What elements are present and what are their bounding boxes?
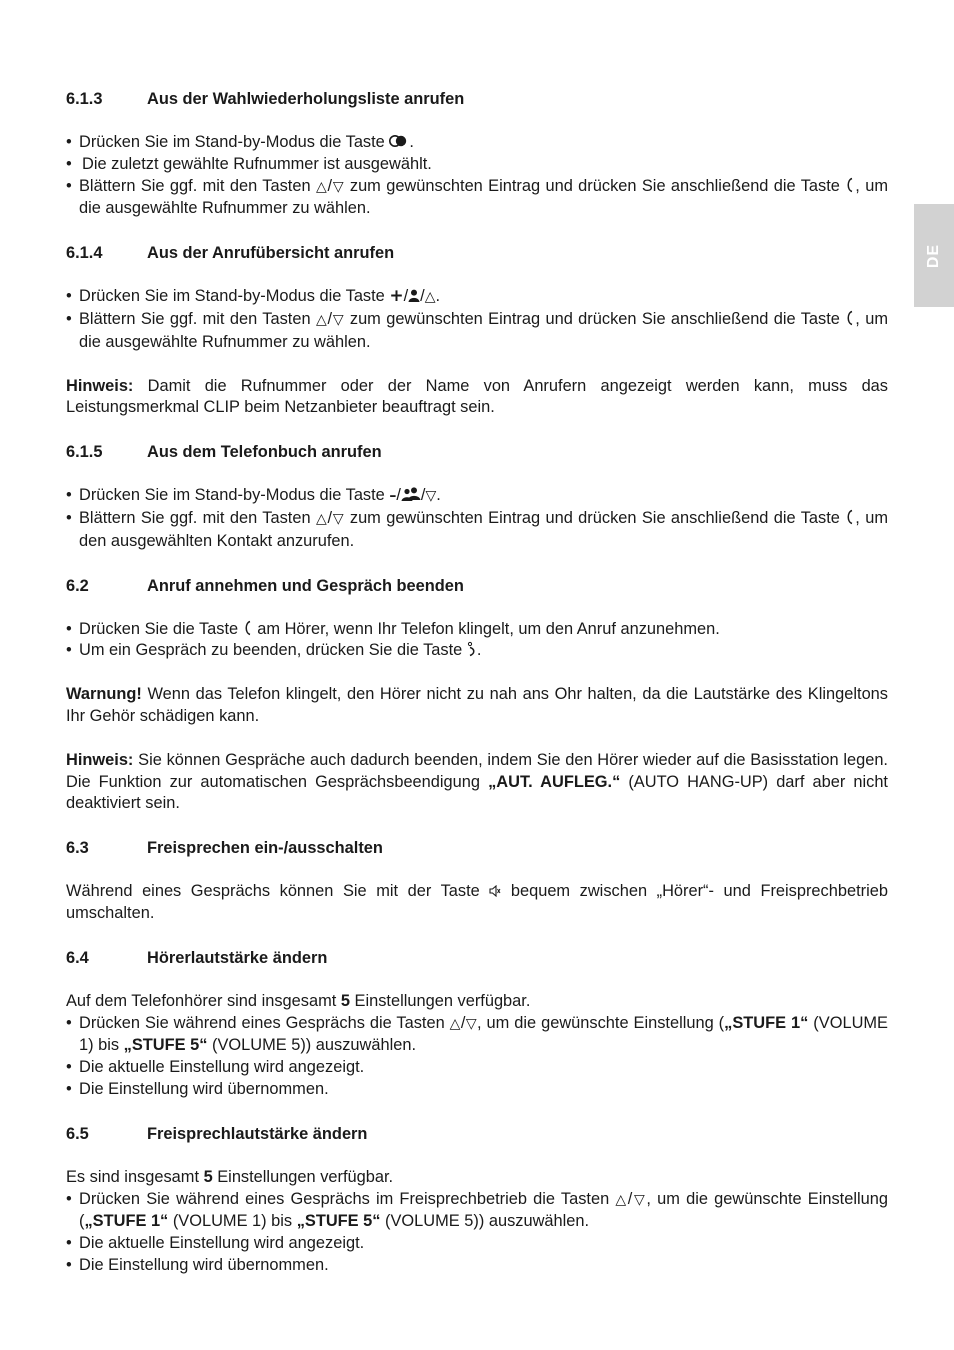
section-6-2 (66, 575, 888, 816)
arrow-up-icon: △ (449, 1015, 461, 1032)
arrow-down-icon: ▽ (632, 1191, 647, 1208)
arrow-down-icon: ▽ (425, 488, 437, 505)
section-6-1-5 (66, 441, 888, 552)
call-icon (845, 177, 855, 193)
arrow-up-icon: △ (615, 1191, 628, 1208)
result-line: • Die zuletzt gewählte Rufnummer ist ausgewählt. (66, 154, 888, 176)
section-heading: 6.5 Freisprechlautstärke ändern (66, 1124, 368, 1143)
section-heading: 6.1.5 Aus dem Telefonbuch anrufen (66, 443, 382, 462)
section-heading: 6.1.4 Aus der Anrufübersicht anrufen (66, 244, 395, 263)
result-line: • Die Einstellung wird übernommen. (66, 1079, 888, 1101)
section-6-3 (66, 837, 888, 925)
section-heading: 6.1.3 Aus der Wahlwiederholungsliste anrufen (66, 90, 465, 108)
list-item: • Drücken Sie im Stand-by-Modus die Taste –/ /▽. (66, 485, 888, 508)
body-paragraph: Auf dem Telefonhörer sind insgesamt 5 Einstellungen verfügbar. (66, 991, 531, 1010)
arrow-up-icon: △ (315, 178, 328, 195)
section-heading: 6.3 Freisprechen ein-/ausschalten (66, 839, 383, 858)
call-icon (845, 310, 855, 326)
body-paragraph: Es sind insgesamt 5 Einstellungen verfügbar. (66, 1167, 394, 1186)
language-tab (914, 204, 954, 307)
note-paragraph: Hinweis: Damit die Rufnummer oder der Name von Anrufern angezeigt werden kann, muss das Leistungsmerkmal CLIP beim Netzanbieter beauftragt sein. (66, 376, 888, 417)
arrow-down-icon: ▽ (332, 311, 345, 328)
section-6-1-3 (66, 88, 888, 220)
note-paragraph: Hinweis: Sie können Gespräche auch dadurch beenden, indem Sie den Hörer wieder auf die Basisstation legen. Die Funktion zur automatischen Gesprächsbeendigung „AUT. AUFLEG.“ (AUTO HANG-UP) darf aber nicht deaktiviert sein. (66, 750, 888, 813)
section-heading: 6.4 Hörerlautstärke ändern (66, 948, 328, 967)
arrow-down-icon: ▽ (332, 178, 345, 195)
plus-icon: + (389, 286, 404, 307)
list-item: • Drücken Sie im Stand-by-Modus die Taste . (66, 132, 888, 154)
speaker-icon (489, 885, 501, 897)
manual-page (66, 88, 888, 1299)
list-item: • Drücken Sie die Taste am Hörer, wenn Ihr Telefon klingelt, um den Anruf anzunehmen. (66, 619, 888, 641)
list-item: • Drücken Sie während eines Gesprächs die Tasten △/▽, um die gewünschte Einstellung („STUFE 1“ (VOLUME 1) bis „STUFE 5“ (VOLUME 5)) auszuwählen. (66, 1013, 888, 1058)
warning-paragraph: Warnung! Wenn das Telefon klingelt, den Hörer nicht zu nah ans Ohr halten, da die Lautstärke des Klingeltons Ihr Gehör schädigen kann. (66, 685, 888, 725)
section-6-5 (66, 1123, 888, 1277)
person-icon (408, 289, 420, 302)
call-icon (243, 620, 253, 636)
result-line: • Die Einstellung wird übernommen. (66, 1255, 888, 1277)
section-heading: 6.2 Anruf annehmen und Gespräch beenden (66, 576, 464, 595)
arrow-down-icon: ▽ (332, 510, 345, 527)
list-item: • Blättern Sie ggf. mit den Tasten △/▽ zum gewünschten Eintrag und drücken Sie anschließend die Taste , um die ausgewählte Rufnummer zu wählen. (66, 176, 888, 221)
list-item: • Drücken Sie während eines Gesprächs im Freisprechbetrieb die Tasten △/▽, um die gewünschte Einstellung („STUFE 1“ (VOLUME 1) bis „STUFE 5“ (VOLUME 5)) auszuwählen. (66, 1189, 888, 1234)
call-icon (845, 509, 855, 525)
language-tab-label: DE (925, 243, 942, 268)
list-item: • Drücken Sie im Stand-by-Modus die Taste +/ /△. (66, 286, 888, 309)
end-call-icon (467, 641, 477, 657)
section-6-4 (66, 947, 888, 1101)
section-6-1-4 (66, 242, 888, 419)
arrow-up-icon: △ (315, 510, 328, 527)
arrow-up-icon: △ (424, 289, 436, 306)
list-item: • Blättern Sie ggf. mit den Tasten △/▽ zum gewünschten Eintrag und drücken Sie anschließend die Taste , um die ausgewählte Rufnummer zu wählen. (66, 309, 888, 354)
body-paragraph: Während eines Gesprächs können Sie mit der Taste bequem zwischen „Hörer“- und Freisprechbetrieb umschalten. (66, 882, 888, 922)
list-item: • Blättern Sie ggf. mit den Tasten △/▽ zum gewünschten Eintrag und drücken Sie anschließend die Taste , um den ausgewählten Kontakt anzurufen. (66, 508, 888, 553)
persons-icon (401, 487, 421, 501)
redial-icon (389, 134, 409, 148)
result-line: • Die aktuelle Einstellung wird angezeigt. (66, 1057, 888, 1079)
minus-icon: – (389, 488, 397, 505)
list-item: • Um ein Gespräch zu beenden, drücken Sie die Taste . (66, 640, 888, 662)
arrow-down-icon: ▽ (465, 1015, 477, 1032)
result-line: • Die aktuelle Einstellung wird angezeigt. (66, 1233, 888, 1255)
arrow-up-icon: △ (315, 311, 328, 328)
